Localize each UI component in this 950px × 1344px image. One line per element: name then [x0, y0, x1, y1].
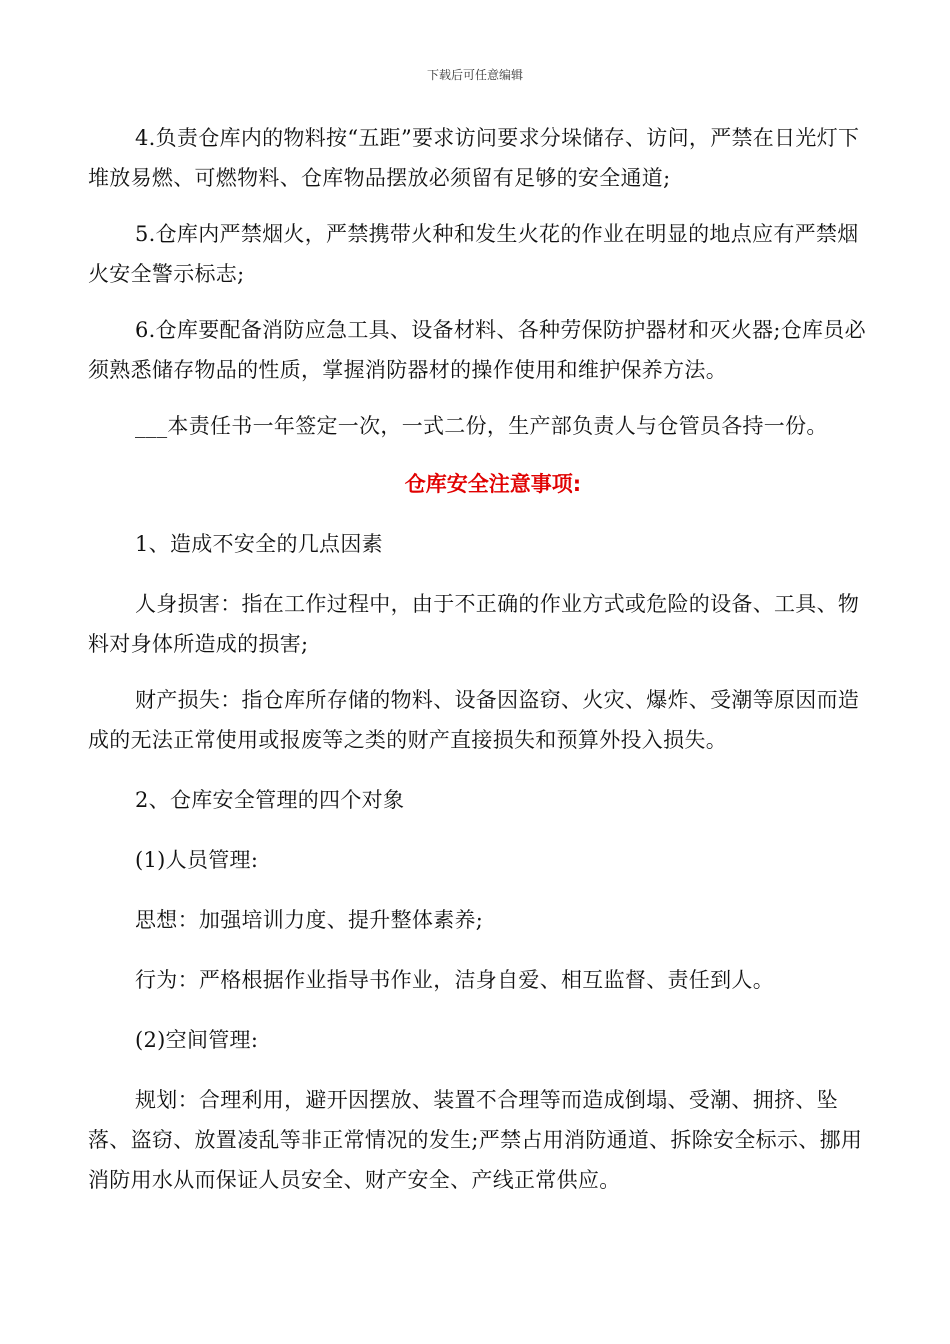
section-1-personal-injury: 人身损害：指在工作过程中，由于不正确的作业方式或危险的设备、工具、物料对身体所造成的损害;: [88, 592, 860, 656]
section-1-property-loss: 财产损失：指仓库所存储的物料、设备因盗窃、火灾、爆炸、受潮等原因而造成的无法正常使用或报废等之类的财产直接损失和预算外投入损失。: [88, 688, 860, 752]
section-2-2-planning: 规划：合理利用，避开因摆放、装置不合理等而造成倒塌、受潮、拥挤、坠落、盗窃、放置凌乱等非正常情况的发生;严禁占用消防通道、拆除安全标示、挪用消防用水从而保证人员安全、财产安全、产线正常供应。: [88, 1088, 863, 1192]
section-2-2-title: (2)空间管理:: [135, 1028, 259, 1052]
section-2-1-thought: 思想：加强培训力度、提升整体素养;: [135, 908, 484, 932]
section-2-1-title: (1)人员管理:: [135, 848, 259, 872]
paragraph-item-6: 6.仓库要配备消防应急工具、设备材料、各种劳保防护器材和灭火器;仓库员必须熟悉储存物品的性质，掌握消防器材的操作使用和维护保养方法。: [88, 318, 866, 382]
section-heading: 仓库安全注意事项:: [404, 472, 582, 496]
document-body: [88, 118, 878, 1200]
section-2-title: 2、仓库安全管理的四个对象: [135, 788, 405, 812]
paragraph-item-4: 4.负责仓库内的物料按“五距”要求访问要求分垛储存、访问，严禁在日光灯下堆放易燃、可燃物料、仓库物品摆放必须留有足够的安全通道;: [88, 126, 860, 190]
page-header-note: 下载后可任意编辑: [426, 68, 523, 82]
paragraph-item-5: 5.仓库内严禁烟火，严禁携带火种和发生火花的作业在明显的地点应有严禁烟火安全警示标志;: [88, 222, 859, 286]
section-2-1-behavior: 行为：严格根据作业指导书作业，洁身自爱、相互监督、责任到人。: [135, 968, 774, 992]
section-1-title: 1、造成不安全的几点因素: [135, 532, 383, 556]
paragraph-responsibility-note: ___本责任书一年签定一次，一式二份，生产部负责人与仓管员各持一份。: [135, 414, 828, 438]
